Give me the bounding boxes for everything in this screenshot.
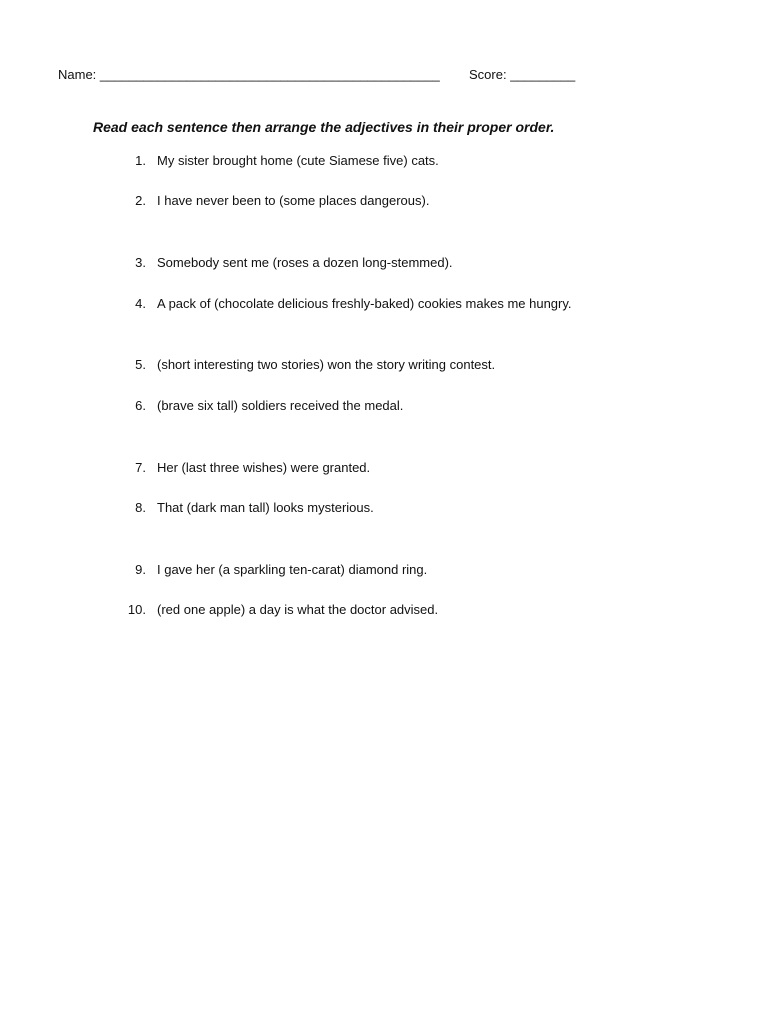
name-label: Name:	[58, 67, 97, 82]
question-number: 5.	[135, 357, 146, 372]
question-number: 9.	[135, 562, 146, 577]
question-text: Somebody sent me (roses a dozen long-stemmed).	[157, 255, 453, 270]
question-number: 7.	[135, 460, 146, 475]
question-number: 1.	[135, 153, 146, 168]
question-number: 6.	[135, 398, 146, 413]
score-label: Score:	[469, 67, 507, 82]
instructions-text: Read each sentence then arrange the adjectives in their proper order.	[93, 119, 555, 135]
question-text: A pack of (chocolate delicious freshly-baked) cookies makes me hungry.	[157, 296, 572, 311]
name-field	[58, 66, 440, 84]
question-text: (red one apple) a day is what the doctor advised.	[157, 602, 439, 617]
name-blank-line: _______________________________________________	[99, 67, 440, 82]
score-field	[469, 66, 575, 84]
question-text: (short interesting two stories) won the story writing contest.	[157, 357, 496, 372]
question-text: I gave her (a sparkling ten-carat) diamond ring.	[157, 562, 428, 577]
question-number: 4.	[135, 296, 146, 311]
question-number: 2.	[135, 193, 146, 208]
question-number: 10.	[127, 602, 146, 617]
question-number: 3.	[135, 255, 146, 270]
question-text: Her (last three wishes) were granted.	[157, 460, 371, 475]
question-text: That (dark man tall) looks mysterious.	[157, 500, 374, 515]
question-text: My sister brought home (cute Siamese five) cats.	[157, 153, 439, 168]
score-blank-line: _________	[510, 67, 576, 82]
question-number: 8.	[135, 500, 146, 515]
question-text: I have never been to (some places dangerous).	[157, 193, 430, 208]
question-text: (brave six tall) soldiers received the medal.	[157, 398, 404, 413]
